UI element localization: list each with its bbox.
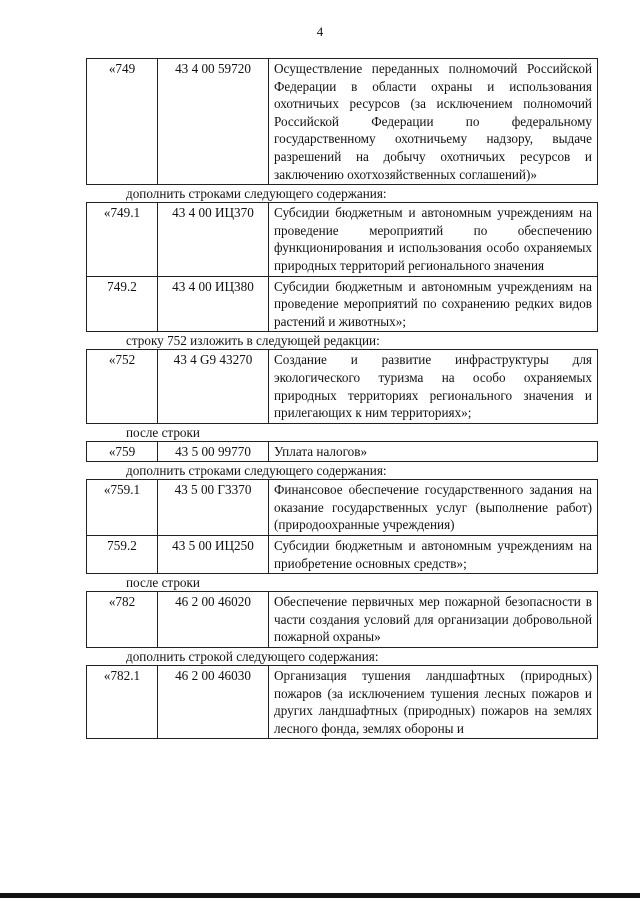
row-text: Обеспечение первичных мер пожарной безопасности в части создания условий для организации добровольной пожарной охраны» (269, 592, 598, 648)
row-code: 46 2 00 46020 (158, 592, 269, 648)
table-row (87, 592, 598, 648)
row-text: Уплата налогов» (269, 441, 598, 462)
row-text: Финансовое обеспечение государственного задания на оказание государственных услуг (выполнение работ) (природоохранные учреждения) (269, 480, 598, 536)
row-code: 46 2 00 46030 (158, 666, 269, 739)
table-row (87, 536, 598, 574)
table-block (86, 441, 598, 463)
row-code: 43 4 00 ИЦ370 (158, 203, 269, 276)
page-number: 4 (316, 24, 324, 39)
row-number: 759.2 (87, 536, 158, 574)
row-code: 43 4 00 59720 (158, 59, 269, 185)
instruction-text: дополнить строками следующего содержания: (126, 463, 387, 479)
row-text: Субсидии бюджетным и автономным учреждениям на проведение мероприятий по обеспечению функционирования и использования особо охраняемых природных территорий регионального значения (269, 203, 598, 276)
instruction-text: после строки (126, 424, 200, 440)
table-row (87, 666, 598, 739)
instruction-text: строку 752 изложить в следующей редакции: (126, 333, 380, 349)
table-row (87, 441, 598, 462)
document-body (86, 58, 598, 739)
row-number: «782.1 (87, 666, 158, 739)
table-row (87, 203, 598, 276)
instruction-text: дополнить строкой следующего содержания: (126, 649, 379, 665)
row-code: 43 4 00 ИЦ380 (158, 276, 269, 332)
table-block (86, 479, 598, 574)
page-bottom-border (0, 893, 640, 898)
table-block (86, 58, 598, 185)
instruction-text: после строки (126, 575, 200, 591)
row-number: «752 (87, 350, 158, 423)
row-text: Субсидии бюджетным и автономным учреждениям на проведение мероприятий по сохранению редких видов растений и животных»; (269, 276, 598, 332)
table-row (87, 59, 598, 185)
row-code: 43 5 00 Г3370 (158, 480, 269, 536)
table-block (86, 349, 598, 423)
row-text: Субсидии бюджетным и автономным учреждениям на приобретение основных средств»; (269, 536, 598, 574)
row-text: Осуществление переданных полномочий Российской Федерации в области охраны и использования охотничьих ресурсов (за исключением полномочий Российской Федерации по федеральному государственному охотничьему надзору, выдаче разрешений на добычу охотничьих ресурсов и заключению охотхозяйственных соглашений)» (269, 59, 598, 185)
table-block (86, 665, 598, 739)
instruction-text: дополнить строками следующего содержания: (126, 186, 387, 202)
row-code: 43 5 00 ИЦ250 (158, 536, 269, 574)
table-block (86, 591, 598, 648)
row-number: «759.1 (87, 480, 158, 536)
row-code: 43 5 00 99770 (158, 441, 269, 462)
table-row (87, 480, 598, 536)
row-code: 43 4 G9 43270 (158, 350, 269, 423)
row-text: Создание и развитие инфраструктуры для экологического туризма на особо охраняемых природных территориях регионального значения и прилегающих к ним территориях»; (269, 350, 598, 423)
row-number: «749 (87, 59, 158, 185)
table-row (87, 276, 598, 332)
table-block (86, 202, 598, 332)
row-number: «759 (87, 441, 158, 462)
row-text: Организация тушения ландшафтных (природных) пожаров (за исключением тушения лесных пожаров и других ландшафтных (природных) пожаров на землях лесного фонда, землях обороны и (269, 666, 598, 739)
row-number: «782 (87, 592, 158, 648)
table-row (87, 350, 598, 423)
row-number: «749.1 (87, 203, 158, 276)
row-number: 749.2 (87, 276, 158, 332)
